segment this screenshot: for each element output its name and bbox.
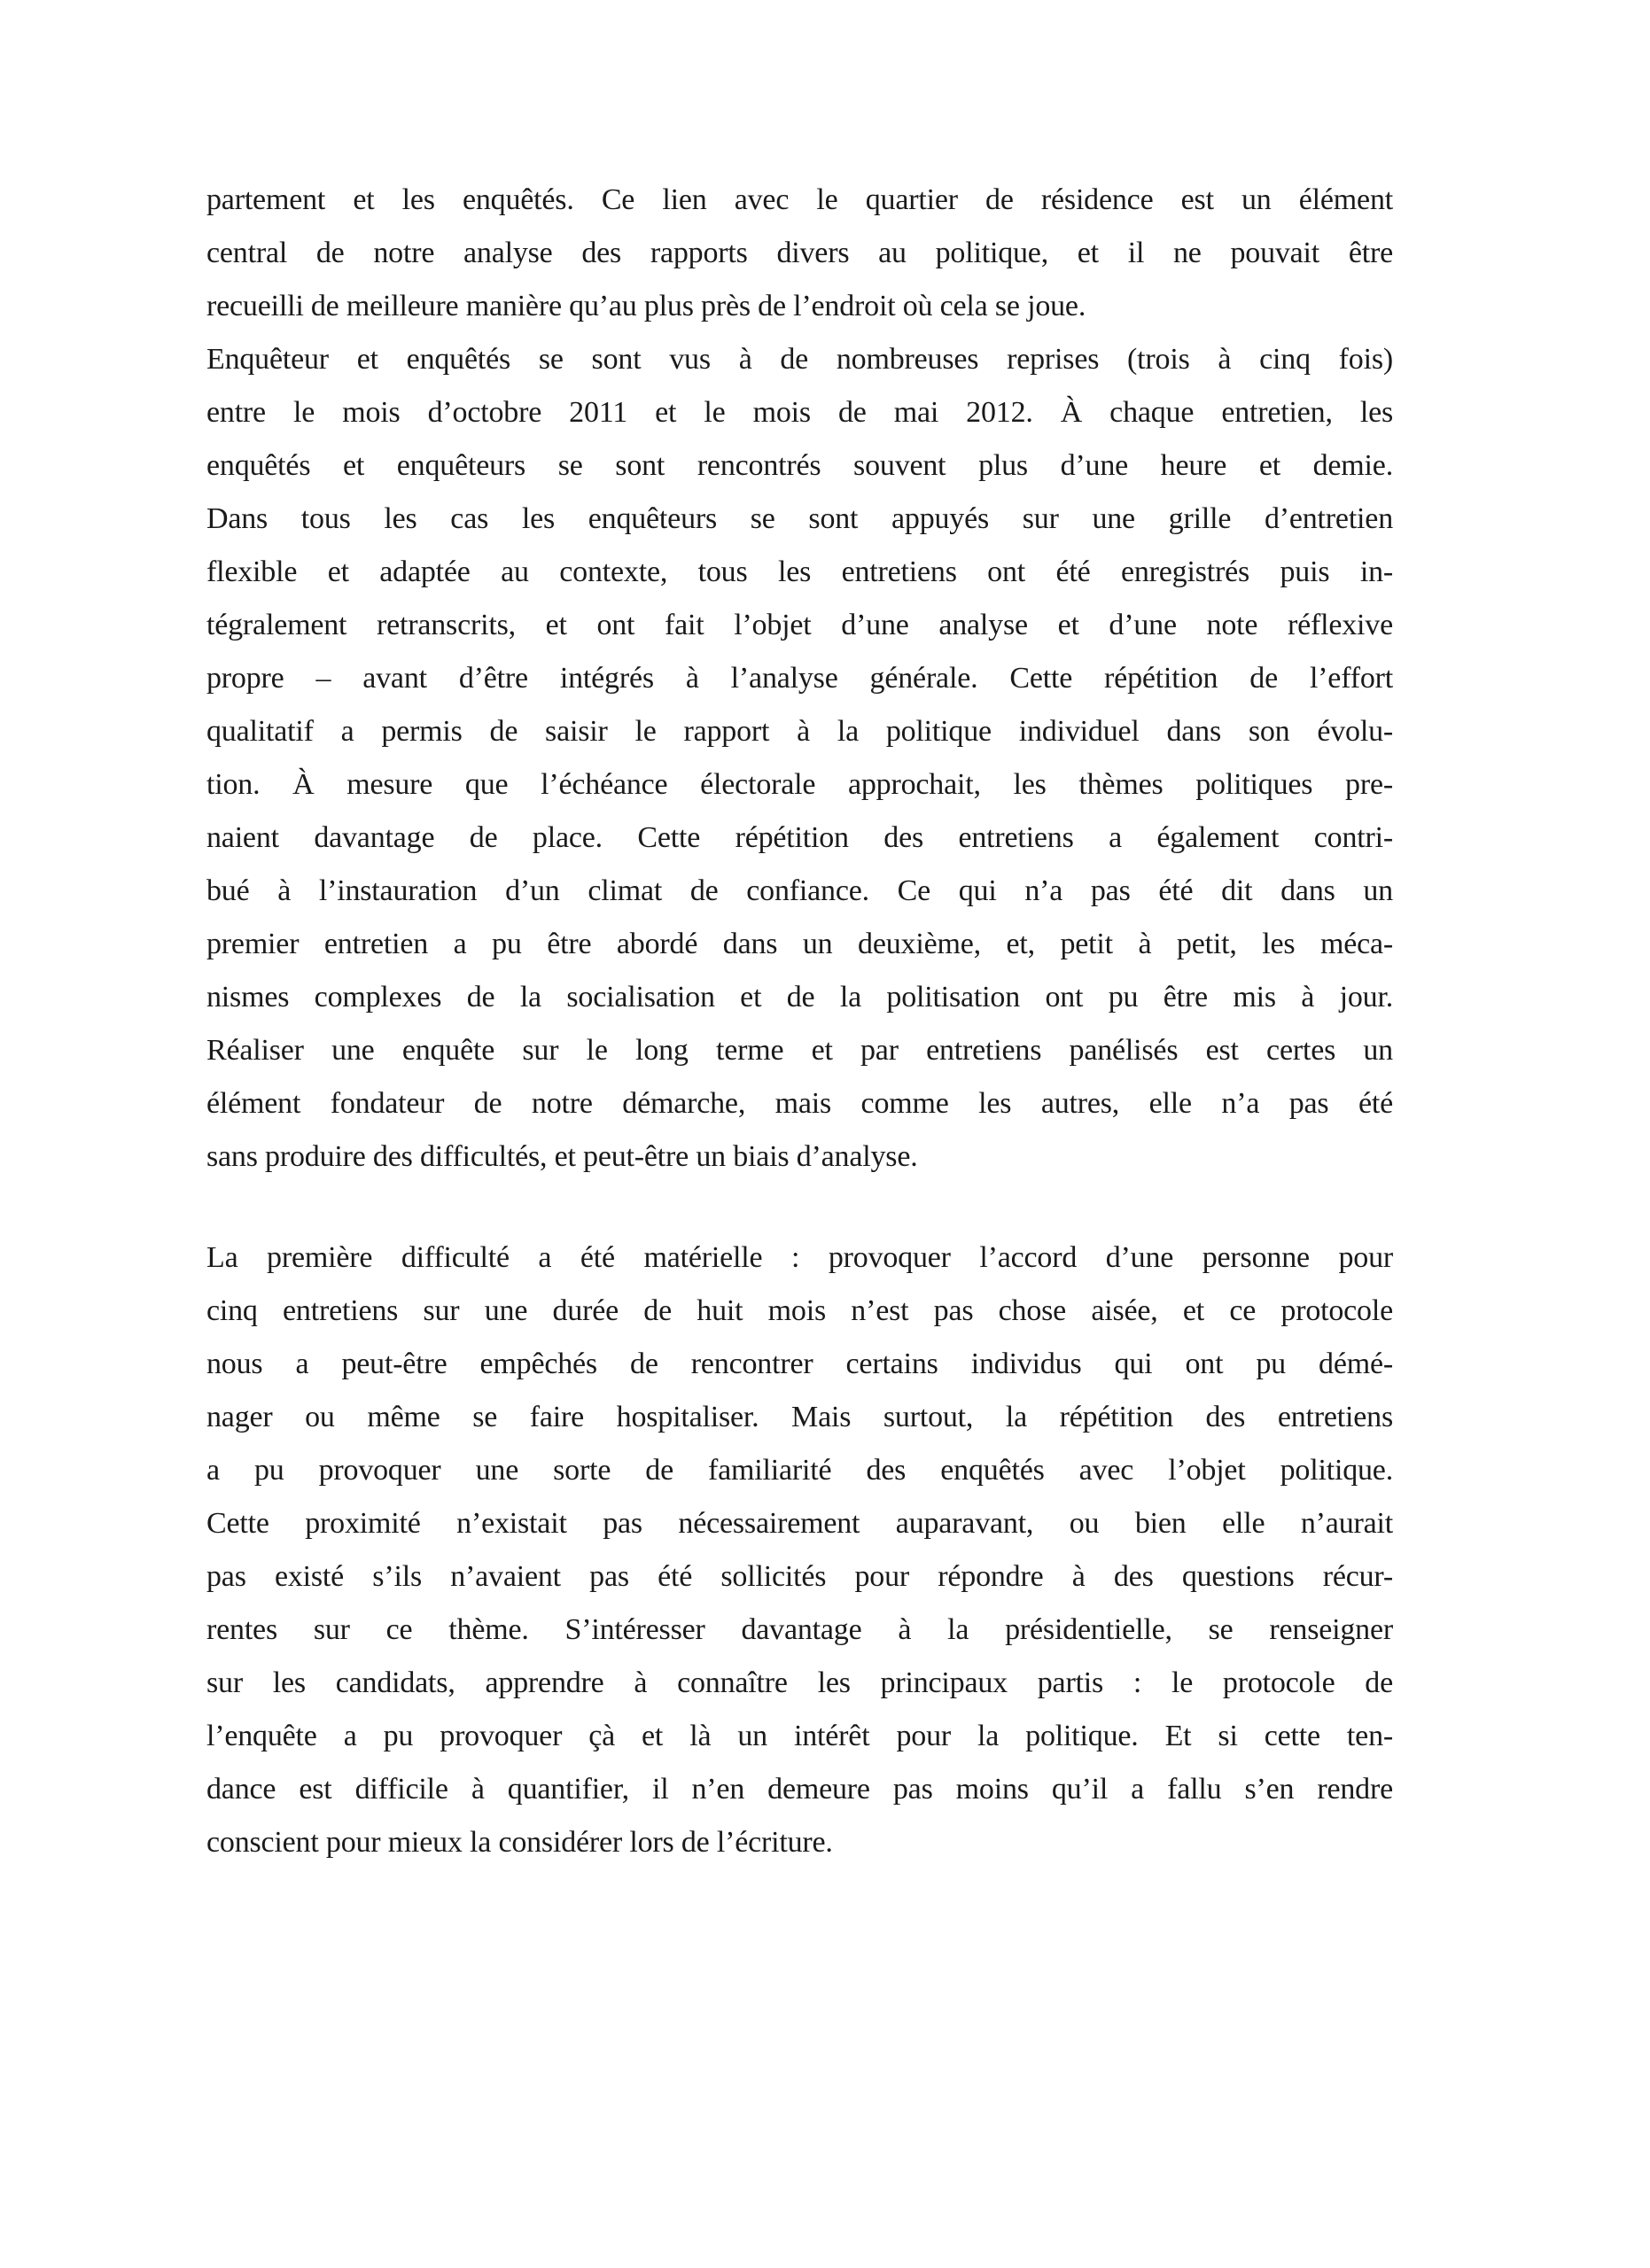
text-line: entre le mois d’octobre 2011 et le mois de mai 2012. À chaque entretien, les: [206, 396, 1393, 429]
text-line: l’enquête a pu provoquer çà et là un intérêt pour la politique. Et si cette ten-: [206, 1720, 1393, 1752]
text-line: sans produire des difficultés, et peut-être un biais d’analyse.: [206, 1140, 918, 1173]
text-line: dance est difficile à quantifier, il n’en demeure pas moins qu’il a fallu s’en rendre: [206, 1773, 1393, 1806]
text-line: pas existé s’ils n’avaient pas été sollicités pour répondre à des questions récur-: [206, 1560, 1393, 1593]
text-line: rentes sur ce thème. S’intéresser davantage à la présidentielle, se renseigner: [206, 1613, 1393, 1646]
text-line: cinq entretiens sur une durée de huit mois n’est pas chose aisée, et ce protocole: [206, 1294, 1393, 1327]
paragraph-1: [206, 174, 1393, 333]
text-line: Enquêteur et enquêtés se sont vus à de nombreuses reprises (trois à cinq fois): [206, 343, 1393, 376]
text-line: sur les candidats, apprendre à connaître les principaux partis : le protocole de: [206, 1666, 1393, 1699]
text-line: tion. À mesure que l’échéance électorale approchait, les thèmes politiques pre-: [206, 768, 1393, 801]
text-line: bué à l’instauration d’un climat de confiance. Ce qui n’a pas été dit dans un: [206, 874, 1393, 907]
text-line: nager ou même se faire hospitaliser. Mais surtout, la répétition des entretiens: [206, 1401, 1393, 1433]
text-line: Dans tous les cas les enquêteurs se sont appuyés sur une grille d’entretien: [206, 502, 1393, 535]
text-line: flexible et adaptée au contexte, tous les entretiens ont été enregistrés puis in-: [206, 555, 1393, 588]
text-line: nous a peut-être empêchés de rencontrer certains individus qui ont pu démé-: [206, 1348, 1393, 1380]
text-line: naient davantage de place. Cette répétition des entretiens a également contri-: [206, 821, 1393, 854]
text-line: tégralement retranscrits, et ont fait l’objet d’une analyse et d’une note réflexive: [206, 609, 1393, 641]
text-line: premier entretien a pu être abordé dans un deuxième, et, petit à petit, les méca-: [206, 928, 1393, 960]
text-line: partement et les enquêtés. Ce lien avec le quartier de résidence est un élément: [206, 183, 1393, 216]
text-line: qualitatif a permis de saisir le rapport à la politique individuel dans son évolu-: [206, 715, 1393, 748]
text-line: central de notre analyse des rapports divers au politique, et il ne pouvait être: [206, 237, 1393, 269]
text-line: La première difficulté a été matérielle : provoquer l’accord d’une personne pour: [206, 1241, 1393, 1274]
text-line: nismes complexes de la socialisation et de la politisation ont pu être mis à jour.: [206, 981, 1393, 1014]
text-line: conscient pour mieux la considérer lors de l’écriture.: [206, 1826, 833, 1859]
text-line: a pu provoquer une sorte de familiarité des enquêtés avec l’objet politique.: [206, 1454, 1393, 1487]
text-line: élément fondateur de notre démarche, mais comme les autres, elle n’a pas été: [206, 1087, 1393, 1120]
text-line: recueilli de meilleure manière qu’au plus près de l’endroit où cela se joue.: [206, 290, 1086, 322]
text-line: enquêtés et enquêteurs se sont rencontrés souvent plus d’une heure et demie.: [206, 449, 1393, 482]
text-block: [206, 174, 1393, 1869]
paragraph-2: [206, 333, 1393, 1184]
paragraph-3: [206, 1231, 1393, 1869]
text-line: Réaliser une enquête sur le long terme et par entretiens panélisés est certes un: [206, 1034, 1393, 1067]
text-line: Cette proximité n’existait pas nécessairement auparavant, ou bien elle n’aurait: [206, 1507, 1393, 1540]
text-line: propre – avant d’être intégrés à l’analyse générale. Cette répétition de l’effort: [206, 662, 1393, 695]
